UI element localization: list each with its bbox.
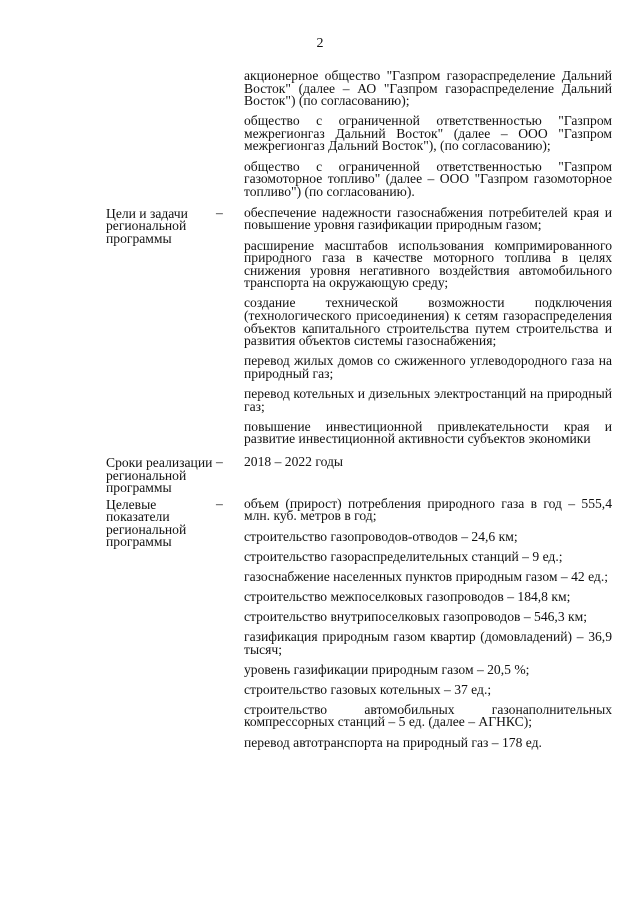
page-number: 2 <box>316 36 324 51</box>
section-label: Цели и задачи региональной программы <box>106 205 188 246</box>
section-goals <box>106 204 612 454</box>
paragraph: газификация природным газом квартир (домовладений) – 36,9 тысяч; <box>244 629 612 657</box>
paragraph: общество с ограниченной ответственностью "Газпром межрегионгаз Дальний Восток" (далее – ООО "Газпром межрегионгаз Дальний Восток"), (по согласованию); <box>244 113 612 154</box>
paragraph: газоснабжение населенных пунктов природным газом – 42 ед.; <box>244 568 609 584</box>
paragraph: перевод жилых домов со сжиженного углеводородного газа на природный газ; <box>244 353 612 381</box>
paragraph: обеспечение надежности газоснабжения потребителей края и повышение уровня газификации природным газом; <box>244 204 612 233</box>
section-body <box>244 204 612 454</box>
paragraph: строительство газовых котельных – 37 ед.; <box>244 681 492 697</box>
paragraph: акционерное общество "Газпром газораспределение Дальний Восток" (далее – АО "Газпром газораспределение Дальний Восток") (по согласованию); <box>244 68 612 109</box>
section-label: Сроки реализации региональной программы <box>106 455 213 496</box>
paragraph: уровень газификации природным газом – 20,5 %; <box>244 661 530 677</box>
paragraph: объем (прирост) потребления природного газа в год – 555,4 млн. куб. метров в год; <box>244 495 612 524</box>
section-dash: – <box>216 454 223 470</box>
paragraph: создание технической возможности подключения (технологического присоединения) к сетям газораспределения объектов капитального строительства путем строительства и развития объектов системы газоснабжения; <box>244 295 612 349</box>
paragraph: строительство внутрипоселковых газопроводов – 546,3 км; <box>244 608 588 624</box>
section-label: Целевые показатели региональной программы <box>106 496 187 550</box>
section-targets <box>106 495 612 757</box>
section-dash: – <box>216 495 223 511</box>
section-body <box>244 70 612 206</box>
paragraph: строительство газопроводов-отводов – 24,6 км; <box>244 528 518 544</box>
section-body <box>244 456 612 476</box>
section-participants-continued <box>106 70 612 206</box>
paragraph: строительство газораспределительных станций – 9 ед.; <box>244 548 563 564</box>
section-timeline <box>106 456 612 495</box>
paragraph: повышение инвестиционной привлекательности края и развитие инвестиционной активности субъектов экономики <box>244 418 612 447</box>
paragraph: расширение масштабов использования компримированного природного газа в качестве моторного топлива в целях снижения уровня негативного воздействия автомобильного транспорта на окружающую среду; <box>244 237 612 291</box>
paragraph: перевод котельных и дизельных электростанций на природный газ; <box>244 385 612 414</box>
section-body <box>244 495 612 757</box>
passport-table <box>106 70 612 757</box>
paragraph: перевод автотранспорта на природный газ – 178 ед. <box>244 734 542 750</box>
paragraph: строительство межпоселковых газопроводов – 184,8 км; <box>244 588 571 604</box>
section-label <box>106 70 216 71</box>
section-dash: – <box>216 204 223 220</box>
paragraph: 2018 – 2022 годы <box>244 454 344 470</box>
paragraph: общество с ограниченной ответственностью "Газпром газомоторное топливо" (далее – ООО "Газпром газомоторное топливо") (по согласованию). <box>244 158 612 199</box>
paragraph: строительство автомобильных газонаполнительных компрессорных станций – 5 ед. (далее – АГНКС); <box>244 701 612 730</box>
